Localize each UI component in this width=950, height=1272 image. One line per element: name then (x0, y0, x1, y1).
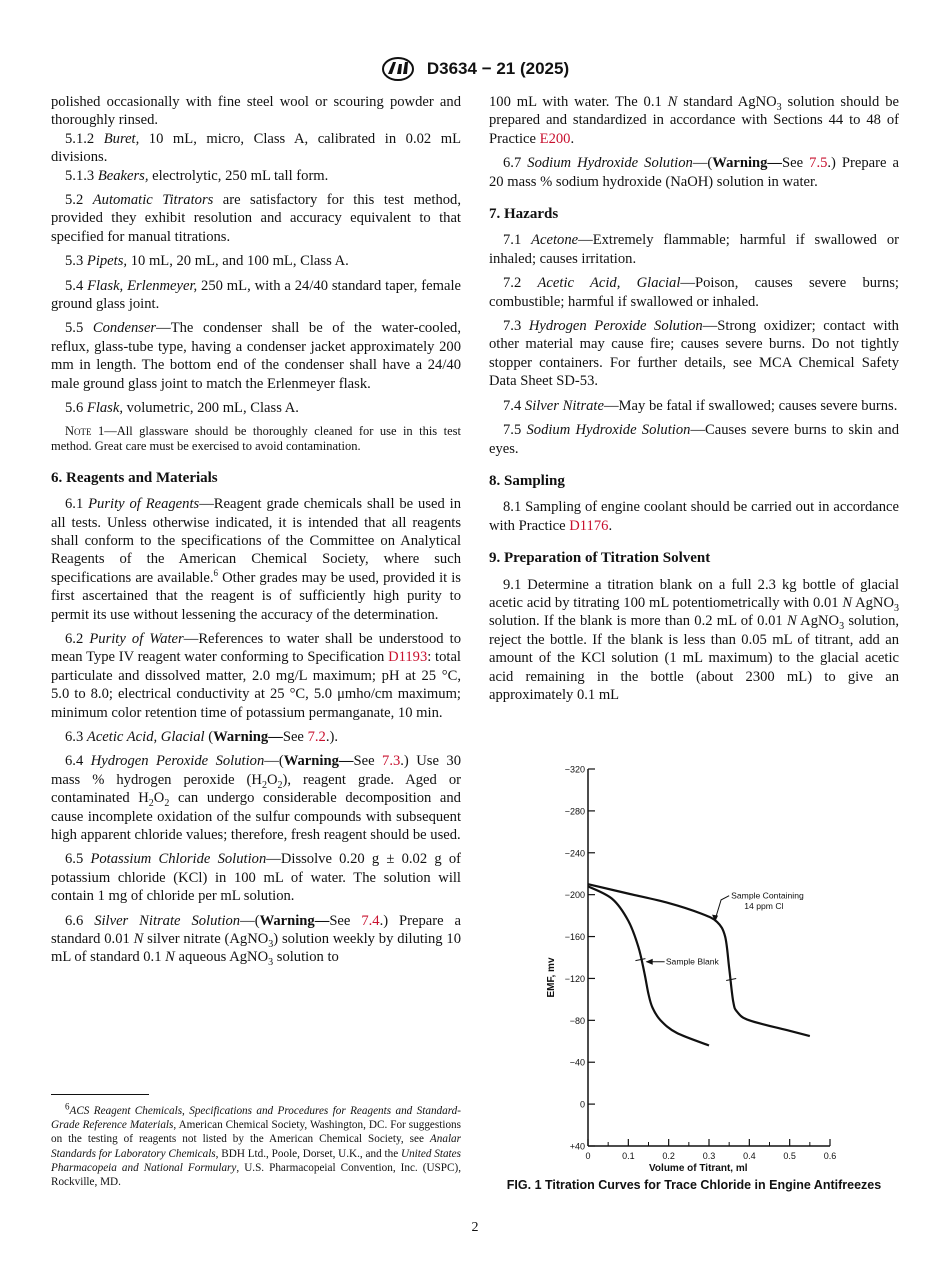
x-tick-label: 0.4 (743, 1151, 756, 1161)
section-5-4: 5.4 Flask, Erlenmeyer, 250 mL, with a 24/40 standard taper, female ground glass joint. (51, 277, 461, 313)
section-5-3: 5.3 Pipets, 10 mL, 20 mL, and 100 mL, Class A. (65, 253, 349, 270)
heading-hazards: 7. Hazards (489, 206, 559, 223)
page-number: 2 (471, 1220, 479, 1235)
y-tick-label: −160 (564, 932, 585, 943)
section-7-4: 7.4 Silver Nitrate—May be fatal if swallowed; causes severe burns. (503, 397, 898, 414)
section-5-1-3: 5.1.3 Beakers, electrolytic, 250 mL tall form. (65, 167, 329, 184)
link-e200[interactable]: E200 (539, 130, 571, 147)
heading-titration-solvent: 9. Preparation of Titration Solvent (489, 550, 711, 567)
section-6-5: 6.5 Potassium Chloride Solution—Dissolve 0.20 g ± 0.02 g of potassium chloride (KCl) in 100 mL of water. The solution will contain 1 mg of chloride per mL solution. (51, 851, 462, 905)
link-7-4[interactable]: 7.4 (361, 912, 380, 929)
section-6-7: 6.7 Sodium Hydroxide Solution—(Warning—See 7.5.) Prepare a 20 mass % sodium hydroxide (NaOH) solution in water. (489, 155, 899, 190)
x-tick-label: 0.5 (783, 1151, 796, 1161)
astm-logo-icon (381, 56, 415, 82)
section-7-3: 7.3 Hydrogen Peroxide Solution—Strong oxidizer; contact with other material may cause fire; causes severe burns. Do not tightly stopper containers. For further details, see MCA Chemical Safety Data Sheet SD-53. (489, 318, 899, 390)
page-header (0, 56, 950, 86)
chart-svg (540, 757, 850, 1177)
section-6-4: 6.4 Hydrogen Peroxide Solution—(Warning—See 7.3.) Use 30 mass % hydrogen peroxide $(H_2O_2)$, reagent grade. Aged or contaminated $H_2O_2$ can undergo considerable decomposition and cause incomplete oxidation of the sulfur compounds with subsequent high apparent chloride values; therefore, fresh reagent should be used. (51, 753, 461, 843)
note-1: Note 1—All glassware should be thoroughly cleaned for use in this test method. Great care must be exercised to avoid contamination. (51, 423, 461, 454)
section-6-2: 6.2 Purity of Water—References to water shall be understood to mean Type IV reagent water conforming to Specification D1193: total particulate and dissolved matter, 2.0 mg/L maximum; pH at 25 °C, 5.0 to 8.0; electrical conductivity at 25 °C, 5.0 μmho/cm maximum; minimum color retention time of potassium permanganate, 10 min. (51, 630, 462, 721)
document-designation: D3634 − 21 (2025) (426, 59, 570, 78)
annotation-label-sample: Sample Containing (731, 890, 804, 901)
footnote-rule (51, 1094, 149, 1095)
x-tick-label: 0 (585, 1151, 591, 1161)
section-5-2: 5.2 Automatic Titrators are satisfactory for this test method, provided they exhibit resolution and accuracy equivalent to that specified for manual titrations. (51, 192, 461, 245)
y-tick-label: −280 (564, 806, 585, 817)
footnote-6: $^6$ACS Reagent Chemicals, Specifications and Procedures for Reagents and Standard-Grade Reference Materials, American Chemical Society, Washington, DC. For suggestions on the testing of reagents not listed by the American Chemical Society, see Analar Standards for Laboratory Chemicals, BDH Ltd., Poole, Dorset, U.K., and the United States Pharmacopeia and National Formulary, U.S. Pharmacopeial Convention, Inc. (USPC), Rockville, MD. (51, 1101, 461, 1189)
y-tick-label: −120 (564, 973, 585, 984)
section-7-2: 7.2 Acetic Acid, Glacial—Poison, causes severe burns; combustible; harmful if swallowed or inhaled. (489, 275, 899, 310)
y-tick-label: +40 (569, 1141, 585, 1152)
heading-reagents: 6. Reagents and Materials (51, 469, 218, 486)
y-tick-label: 0 (579, 1099, 585, 1110)
left-column (51, 93, 461, 973)
y-tick-label: −240 (564, 848, 585, 859)
y-tick-label: −40 (569, 1057, 585, 1068)
section-7-5: 7.5 Sodium Hydroxide Solution—Causes severe burns to skin and eyes. (489, 422, 899, 457)
y-tick-label: −320 (564, 764, 585, 775)
section-8-1: 8.1 Sampling of engine coolant should be carried out in accordance with Practice D1176. (489, 499, 899, 534)
x-tick-label: 0.1 (622, 1151, 635, 1161)
right-column (489, 93, 899, 710)
figure-caption: FIG. 1 Titration Curves for Trace Chloride in Engine Antifreezes (506, 1178, 882, 1192)
x-tick-label: 0.3 (702, 1151, 716, 1161)
section-9-1: 9.1 Determine a titration blank on a full 2.3 kg bottle of glacial acetic acid by titrating 100 mL potentiometrically with 0.01 N AgNO$_3$ solution. If the blank is more than 0.2 mL of 0.01 N AgNO$_3$ solution, reject the bottle. If the blank is less than 0.05 mL of titrant, add an amount of the KCl solution (1 mL maximum) to the glacial acetic acid remaining in the bottle (about 2300 mL) to give an approximately 0.1 mL (489, 576, 900, 703)
titration-chart (540, 757, 850, 1177)
link-7-2[interactable]: 7.2 (307, 728, 326, 745)
y-axis-label: EMF, mv (546, 957, 557, 998)
section-6-6: 6.6 Silver Nitrate Solution—(Warning—See 7.4.) Prepare a standard 0.01 N silver nitrate (AgNO$_3$) solution weekly by diluting 10 mL of standard 0.1 N aqueous AgNO$_3$ solution to (51, 912, 462, 969)
annotation-arrow-blank (646, 959, 653, 965)
section-6-6-continued: 100 mL with water. The 0.1 N standard AgNO$_3$ solution should be prepared and standardized in accordance with Sections 44 to 48 of Practice E200. (489, 94, 899, 147)
section-7-1: 7.1 Acetone—Extremely flammable; harmful if swallowed or inhaled; causes irritation. (489, 232, 899, 267)
section-5-6: 5.6 Flask, volumetric, 200 mL, Class A. (65, 400, 299, 417)
annotation-label-blank: Sample Blank (665, 956, 719, 967)
section-5-5: 5.5 Condenser—The condenser shall be of the water-cooled, reflux, glass-tube type, having a condenser jacket approximately 200 mm in length. The bottom end of the condenser shall have a 24/40 male ground glass joint to match the Erlenmeyer flask. (51, 320, 461, 392)
section-6-3: 6.3 Acetic Acid, Glacial (Warning—See 7.2.). (65, 728, 338, 745)
link-d1193[interactable]: D1193 (388, 649, 428, 666)
link-7-3[interactable]: 7.3 (382, 753, 401, 770)
heading-sampling: 8. Sampling (489, 472, 565, 489)
x-tick-label: 0.2 (662, 1151, 675, 1161)
link-7-5[interactable]: 7.5 (809, 155, 828, 172)
paragraph-continuation: polished occasionally with fine steel wool or scouring powder and thoroughly rinsed. (51, 94, 461, 129)
y-tick-label: −80 (569, 1015, 585, 1026)
section-5-1-2: 5.1.2 Buret, 10 mL, micro, Class A, calibrated in 0.02 mL divisions. (51, 130, 461, 166)
annotation-label-sample: 14 ppm Cl (744, 901, 784, 912)
link-d1176[interactable]: D1176 (569, 517, 609, 534)
y-tick-label: −200 (564, 890, 585, 901)
section-6-1: 6.1 Purity of Reagents—Reagent grade chemicals shall be used in all tests. Unless otherwise indicated, it is intended that all reagents shall conform to the specifications of the Committee on Analytical Reagents of the American Chemical Society, where such specifications are available.$^6$ Other grades may be used, provided it is first ascertained that the reagent is of sufficiently high purity to permit its use without lessening the accuracy of the determination. (51, 496, 461, 623)
x-tick-label: 0.6 (823, 1151, 837, 1161)
x-axis-label: Volume of Titrant, ml (649, 1163, 748, 1174)
